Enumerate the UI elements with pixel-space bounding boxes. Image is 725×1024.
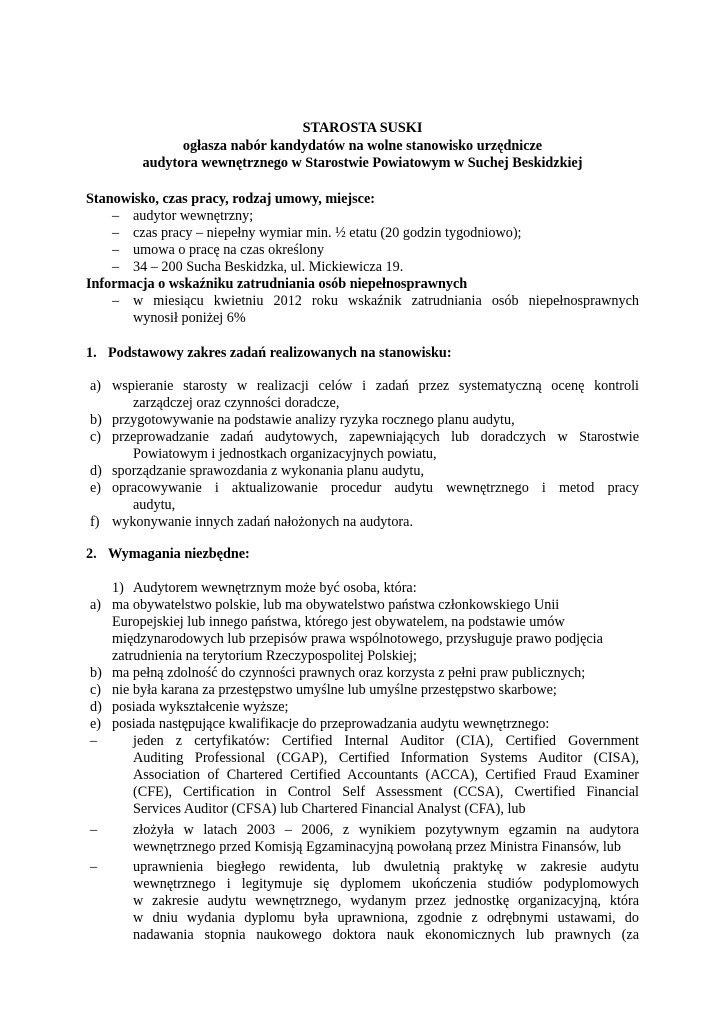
list-marker: d) <box>90 463 102 479</box>
requirement-item: posiada następujące kwalifikacje do przeprowadzania audytu wewnętrznego: <box>112 716 550 732</box>
dash-bullet: – <box>90 859 98 875</box>
task-item: wykonywanie innych zadań nałożonych na audytora. <box>112 514 413 530</box>
disability-text: w miesiącu kwietniu 2012 roku wskaźnik zatrudniania osób niepełnosprawnych <box>133 293 639 309</box>
requirement-item-cont: Europejskiej lub innego państwa, którego jest obywatelem, na podstawie umów <box>112 614 565 630</box>
dash-bullet: – <box>90 733 98 749</box>
list-marker: f) <box>90 514 100 530</box>
document-title: STAROSTA SUSKI <box>302 120 423 136</box>
list-marker: b) <box>90 412 102 428</box>
task-item: przygotowywanie na podstawie analizy ryzyka rocznego planu audytu, <box>112 412 515 428</box>
requirement-item-cont: zatrudnienia na terytorium Rzeczypospolitej Polskiej; <box>112 648 417 664</box>
qualification-item-cont: w zakresie audytu wewnętrznego, wydanym przez jednostkę organizacyjną, która <box>133 893 639 909</box>
list-marker: c) <box>90 682 102 698</box>
list-marker: c) <box>90 429 102 445</box>
section1-heading: Podstawowy zakres zadań realizowanych na stanowisku: <box>108 345 452 361</box>
position-item: czas pracy – niepełny wymiar min. ½ etatu (20 godzin tygodniowo); <box>133 225 522 241</box>
list-marker: 1) <box>112 580 124 596</box>
qualification-item-cont: wewnętrznego przed Komisją Egzaminacyjną powołaną przez Ministra Finansów, lub <box>133 839 621 855</box>
requirements-intro: Audytorem wewnętrznym może być osoba, która: <box>133 580 417 596</box>
qualification-item-cont: wewnętrznego i legitymuje się dyplomem ukończenia studiów podyplomowych <box>133 876 639 892</box>
list-marker: d) <box>90 699 102 715</box>
qualification-item-cont: Services Auditor (CFSA) lub Chartered Financial Analyst (CFA), lub <box>133 801 526 817</box>
list-marker: a) <box>90 597 102 613</box>
dash-bullet: – <box>112 225 120 241</box>
position-item: umowa o pracę na czas określony <box>133 242 325 258</box>
qualification-item: złożyła w latach 2003 – 2006, z wynikiem pozytywnym egzamin na audytora <box>133 822 639 838</box>
qualification-item-cont: nadawania stopnia naukowego doktora nauk ekonomicznych lub prawnych (za <box>133 927 639 943</box>
disability-heading: Informacja o wskaźniku zatrudniania osób niepełnosprawnych <box>86 276 468 292</box>
qualification-item-cont: (CFE), Certification in Control Self Assessment (CCSA), Cwertified Financial <box>133 784 639 800</box>
requirement-item: ma obywatelstwo polskie, lub ma obywatelstwo państwa członkowskiego Unii <box>112 597 560 613</box>
position-heading: Stanowisko, czas pracy, rodzaj umowy, miejsce: <box>86 191 375 207</box>
list-marker: b) <box>90 665 102 681</box>
section2-heading: Wymagania niezbędne: <box>108 546 250 562</box>
task-item-cont: zarządczej oraz czynności doradcze, <box>133 395 340 411</box>
position-item: 34 – 200 Sucha Beskidzka, ul. Mickiewicza 19. <box>133 259 404 275</box>
section-number: 1. <box>86 345 97 361</box>
task-item-cont: Powiatowym i jednostkach organizacyjnych powiatu, <box>133 446 437 462</box>
position-item: audytor wewnętrzny; <box>133 208 254 224</box>
dash-bullet: – <box>112 259 120 275</box>
list-marker: a) <box>90 378 102 394</box>
section-number: 2. <box>86 546 97 562</box>
task-item: przeprowadzanie zadań audytowych, zapewniających lub doradczych w Starostwie <box>112 429 639 445</box>
disability-text-cont: wynosił poniżej 6% <box>133 310 246 326</box>
qualification-item-cont: Auditing Professional (CGAP), Certified Information Systems Auditor (CISA), <box>133 750 639 766</box>
requirement-item-cont: międzynarodowych lub przepisów prawa wspólnotowego, przysługuje prawo podjęcia <box>112 631 603 647</box>
qualification-item-cont: Association of Chartered Certified Accountants (ACCA), Certified Fraud Examiner <box>133 767 639 783</box>
dash-bullet: – <box>112 208 120 224</box>
dash-bullet: – <box>90 822 98 838</box>
requirement-item: ma pełną zdolność do czynności prawnych oraz korzysta z pełni praw publicznych; <box>112 665 586 681</box>
qualification-item: jeden z certyfikatów: Certified Internal Auditor (CIA), Certified Government <box>133 733 639 749</box>
document-subtitle: ogłasza nabór kandydatów na wolne stanowisko urzędnicze <box>182 138 543 154</box>
task-item: wspieranie starosty w realizacji celów i zadań przez systematyczną ocenę kontroli <box>112 378 639 394</box>
qualification-item: uprawnienia biegłego rewidenta, lub dwuletnią praktykę w zakresie audytu <box>133 859 639 875</box>
qualification-item-cont: w dniu wydania dyplomu była uprawniona, zgodnie z odrębnymi ustawami, do <box>133 910 639 926</box>
task-item: sporządzanie sprawozdania z wykonania planu audytu, <box>112 463 425 479</box>
list-marker: e) <box>90 480 102 496</box>
document-subtitle-2: audytora wewnętrznego w Starostwie Powiatowym w Suchej Beskidzkiej <box>142 155 583 171</box>
requirement-item: posiada wykształcenie wyższe; <box>112 699 289 715</box>
requirement-item: nie była karana za przestępstwo umyślne lub umyślne przestępstwo skarbowe; <box>112 682 557 698</box>
list-marker: e) <box>90 716 102 732</box>
task-item: opracowywanie i aktualizowanie procedur audytu wewnętrznego i metod pracy <box>112 480 639 496</box>
dash-bullet: – <box>112 242 120 258</box>
dash-bullet: – <box>112 293 120 309</box>
task-item-cont: audytu, <box>133 497 176 513</box>
